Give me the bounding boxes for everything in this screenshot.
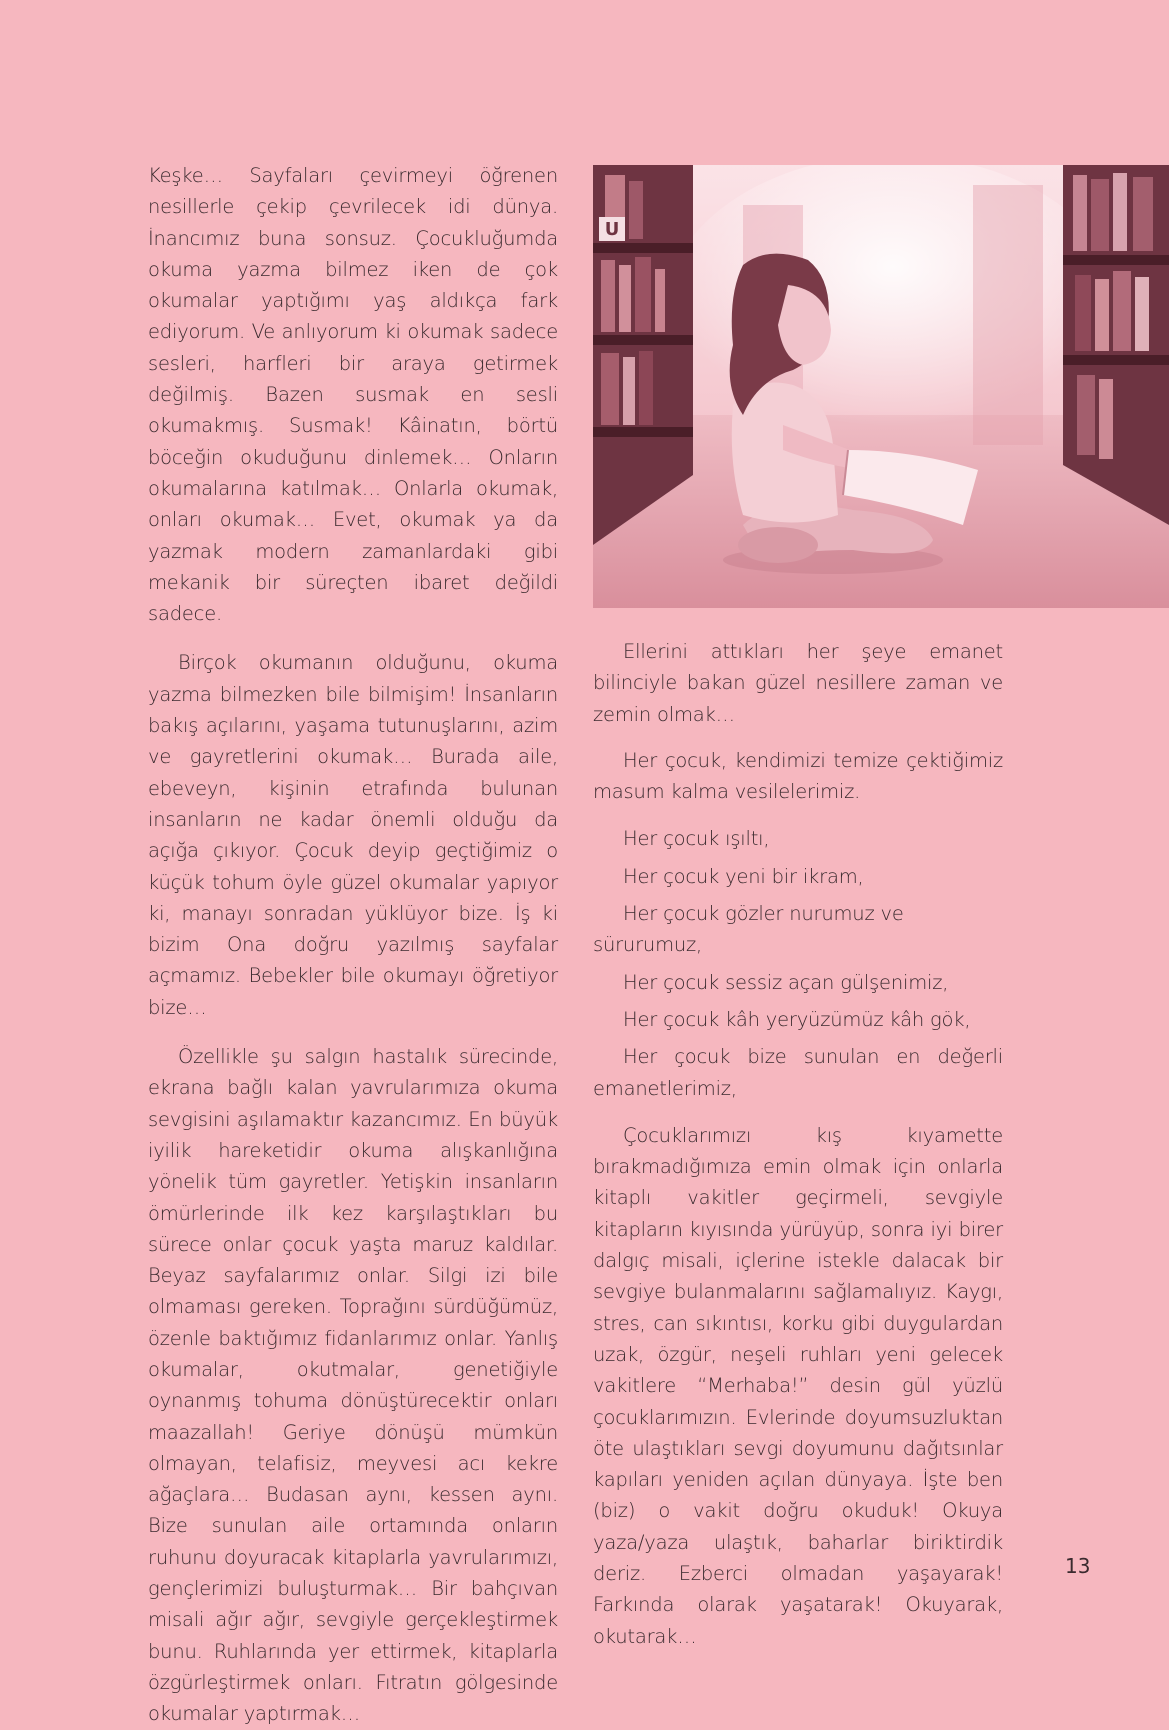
paragraph: Birçok okumanın olduğunu, okuma yazma bilmezken bile bilmişim! İnsanların bakış açılarını, yaşama tutunuşlarını, azim ve gayretlerini okumak… Burada aile, ebeveyn, kişinin etrafında bulunan insanların ne kadar önemli olduğu da açığa çıkıyor. Çocuk deyip geçtiğimiz o küçük tohum öyle güzel okumalar yapıyor ki, manayı sonradan yüklüyor bize. İş ki bizim Ona doğru yazılmış sayfalar açmamız. Bebekler bile okumayı öğretiyor bize… [148, 651, 558, 1019]
paragraph: Çocuklarımızı kış kıyamette bırakmadığımıza emin olmak için onlarla kitaplı vakitler geçirmeli, sevgiyle kitapların kıyısında yürüyüp, sonra iyi birer dalgıç misali, içlerine istekle dalacak bir sevgiye bulanmalarını sağlamalıyız. Kaygı, stres, can sıkıntısı, korku gibi duygulardan uzak, özgür, neşeli ruhları yeni gelecek vakitlere “Merhaba!” desin gül yüzlü çocuklarımızın. Evlerinde doyumsuzluktan öte ulaştıkları sevgi doyumunu dağıtsınlar kapıları yeniden açılan dünyaya. İşte ben (biz) o vakit doğru okuduk! Okuya yaza/yaza ulaştık, baharlar biriktirdik deriz. Ezberci olmadan yaşayarak! Farkında olarak yaşatarak! Okuyarak, okutarak… [593, 1123, 1003, 1648]
left-column [148, 160, 558, 1730]
shelf-letter: U [604, 219, 620, 240]
verse-line: Her çocuk ışıltı, [623, 827, 770, 851]
right-bookshelf [1063, 165, 1169, 525]
verse-line: Her çocuk yeni bir ikram, [623, 864, 864, 888]
paragraph: Her çocuk, kendimizi temize çektiğimiz masum kalma vesilelerimiz. [593, 748, 1003, 804]
verse-line: Her çocuk kâh yeryüzümüz kâh gök, [623, 1007, 971, 1031]
verse-line: Her çocuk gözler nurumuz ve sürurumuz, [593, 902, 904, 957]
paragraph: Özellikle şu salgın hastalık sürecinde, ekrana bağlı kalan yavrularımıza okuma sevgisini aşılamaktır kazancımız. En büyük iyilik hareketidir okuma alışkanlığına yönelik tüm gayretler. Yetişkin insanların ömürlerinde ilk kez karşılaştıkları bu sürece onlar çocuk yaşta maruz kaldılar. Beyaz sayfalarımız onlar. Silgi izi bile olmaması gereken. Toprağını sürdüğümüz, özenle baktığımız fidanlarımız onlar. Yanlış okumalar, okutmalar, genetiğiyle oynanmış tohuma dönüştürecektir onları maazallah! Geriye dönüşü mümkün olmayan, telafisiz, meyvesi acı kekre ağaçlara… Budasan aynı, kessen aynı. Bize sunulan aile ortamında onların ruhunu doyuracak kitaplarla yavrularımızı, gençlerimizi buluşturmak… Bir bahçıvan misali ağır ağır, sevgiyle gerçekleştirmek bunu. Ruhlarında yer ettirmek, kitaplarla özgürleştirmek onları. Fıtratın gölgesinde okumalar yaptırmak… [148, 1045, 558, 1726]
page-number: 13 [1065, 1554, 1091, 1578]
paragraph: Ellerini attıkları her şeye emanet bilinciyle bakan güzel nesillere zaman ve zemin olmak… [593, 640, 1003, 726]
right-column [593, 636, 1003, 1667]
verse-line: Her çocuk bize sunulan en değerli emanetlerimiz, [593, 1045, 1003, 1100]
verse-line: Her çocuk sessiz açan gülşenimiz, [623, 970, 949, 994]
girl-reading-photo [593, 165, 1169, 608]
paragraph: Keşke… Sayfaları çevirmeyi öğrenen nesillerle çekip çevrilecek idi dünya. İnancımız buna sonsuz. Çocukluğumda okuma yazma bilmez iken de çok okumalar yaptığımı yaş aldıkça fark ediyorum. Ve anlıyorum ki okumak sadece sesleri, harfleri bir araya getirmek değilmiş. Bazen susmak en sesli okumakmış. Susmak! Kâinatın, börtü böceğin okuduğunu dinlemek… Onların okumalarına katılmak… Onlarla okumak, onları okumak… Evet, okumak ya da yazmak modern zamanlardaki gibi mekanik bir süreçten ibaret değildi sadece. [148, 164, 558, 626]
photo-illustration [593, 165, 1169, 608]
